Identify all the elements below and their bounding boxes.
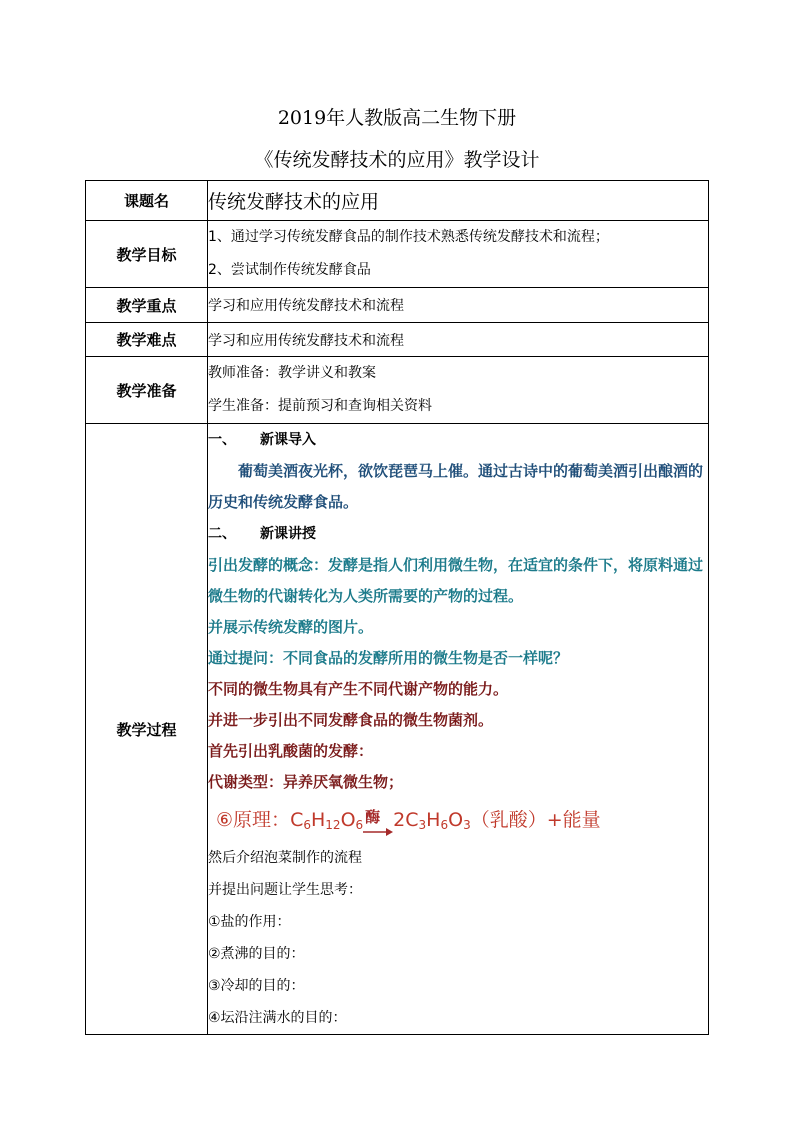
table-row-topic (86, 181, 709, 221)
circled-number: ⑥ (216, 809, 234, 831)
student-prep: 学生准备：提前预习和查询相关资料 (208, 398, 432, 414)
difficulty-value: 学习和应用传统发酵技术和流程 (208, 323, 709, 357)
table-row-process (86, 424, 709, 1035)
reaction-formula: ⑥原理：$C_6H_{12}O_6$ 酶 $2C_3H_6O_3$（乳酸）+能量 (208, 798, 708, 842)
topic-value: 传统发酵技术的应用 (208, 191, 380, 213)
question-item: ②煮沸的目的： (208, 946, 305, 962)
teacher-prep: 教师准备：教学讲义和教案 (208, 365, 376, 381)
metabolism-type: 代谢类型：异养厌氧微生物； (208, 773, 404, 791)
reaction-arrow-icon (363, 807, 393, 831)
ask-students: 并提出问题让学生思考： (208, 882, 362, 898)
document-title-line2: 《传统发酵技术的应用》教学设计 (254, 149, 540, 171)
question-item: ③冷却的目的： (208, 978, 305, 994)
intro-paragraph: 葡萄美酒夜光杯，欲饮琵琶马上催。通过古诗中的葡萄美酒引出酿酒的历史和传统发酵食品。 (208, 462, 704, 511)
document-title-line1: 2019年人教版高二生物下册 (277, 107, 517, 129)
ability-text: 不同的微生物具有产生不同代谢产物的能力。 (208, 680, 509, 698)
key-point-label: 教学重点 (86, 288, 208, 323)
question-item: ④坛沿注满水的目的： (208, 1010, 347, 1026)
goals-label: 教学目标 (86, 221, 208, 288)
enzyme-label: 酶 (365, 807, 381, 826)
show-images-note: 并展示传统发酵的图片。 (208, 618, 374, 636)
question-text: 通过提问：不同食品的发酵所用的微生物是否一样呢？ (208, 649, 569, 667)
lactic-acid-text: 首先引出乳酸菌的发酵： (208, 742, 374, 760)
fermentation-concept: 引出发酵的概念：发酵是指人们利用微生物，在适宜的条件下，将原料通过微生物的代谢转化为人类所需要的产物的过程。 (208, 556, 704, 605)
key-point-value: 学习和应用传统发酵技术和流程 (208, 288, 709, 323)
table-row-preparation (86, 357, 709, 424)
table-row-key-point (86, 288, 709, 323)
difficulty-label: 教学难点 (86, 323, 208, 357)
table-row-difficulty (86, 323, 709, 357)
section-heading-lecture: 二、 新课讲授 (208, 526, 316, 542)
preparation-label: 教学准备 (86, 357, 208, 424)
pickle-intro: 然后介绍泡菜制作的流程 (208, 850, 362, 866)
further-text: 并进一步引出不同发酵食品的微生物菌剂。 (208, 711, 494, 729)
lesson-plan-table (85, 180, 709, 1035)
process-label: 教学过程 (86, 424, 208, 1035)
goal-item: 2、尝试制作传统发酵食品 (208, 262, 371, 278)
question-item: ①盐的作用： (208, 914, 291, 930)
table-row-goals (86, 221, 709, 288)
section-heading-intro: 一、 新课导入 (208, 432, 316, 448)
topic-label: 课题名 (86, 181, 208, 221)
goal-item: 1、通过学习传统发酵食品的制作技术熟悉传统发酵技术和流程； (208, 229, 609, 245)
